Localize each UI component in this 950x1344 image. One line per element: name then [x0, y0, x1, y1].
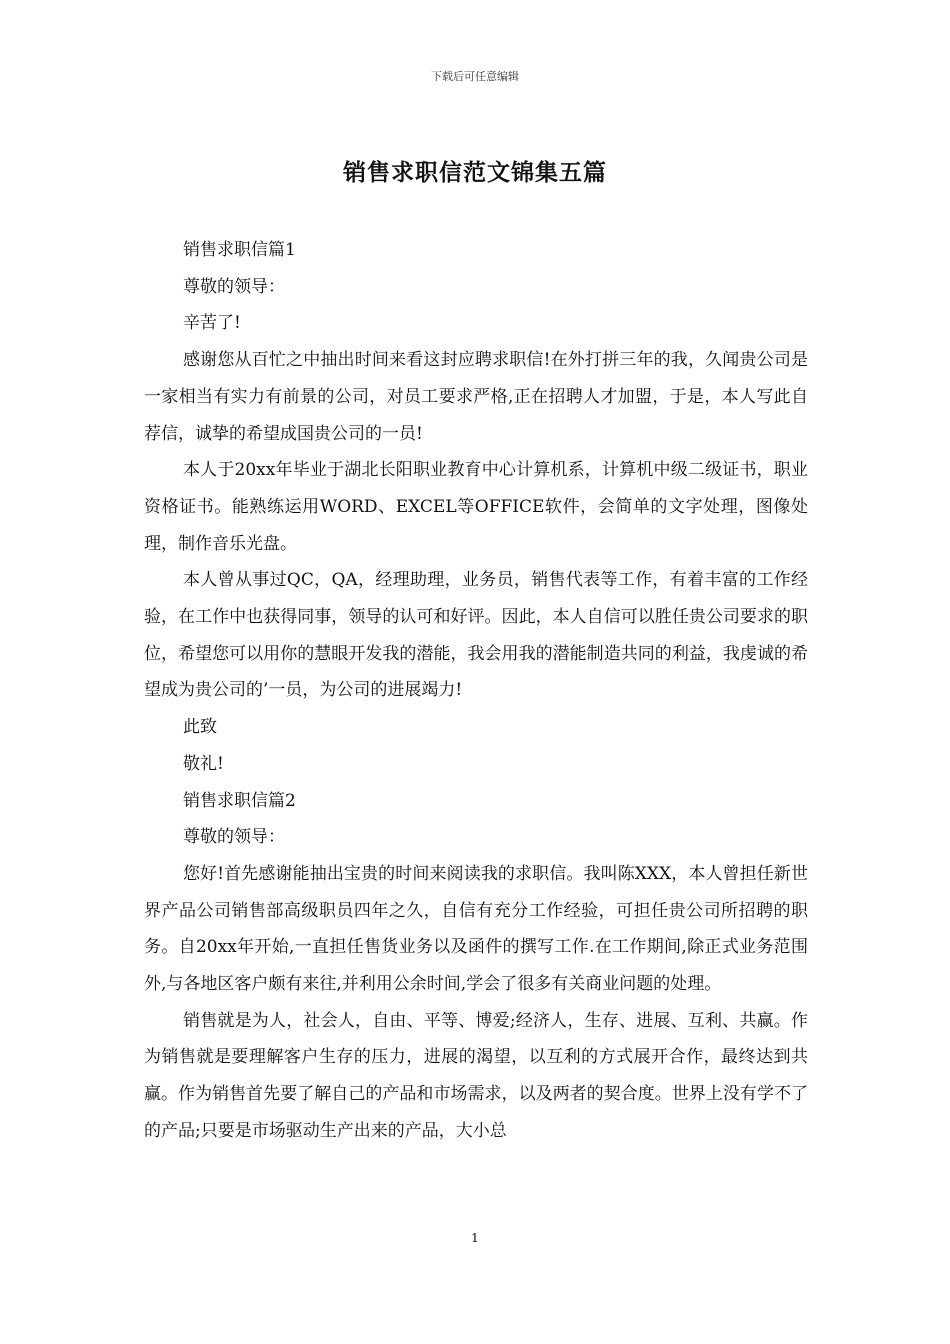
body-paragraph: 感谢您从百忙之中抽出时间来看这封应聘求职信!在外打拼三年的我，久闻贵公司是一家相当有实力有前景的公司，对员工要求严格,正在招聘人才加盟，于是，本人写此自荐信，诚挚的希望成国贵公司的一员!: [144, 350, 808, 444]
body-paragraph: 本人曾从事过QC，QA，经理助理，业务员，销售代表等工作，有着丰富的工作经验，在工作中也获得同事，领导的认可和好评。因此，本人自信可以胜任贵公司要求的职位，希望您可以用你的慧眼开发我的潜能，我会用我的潜能制造共同的利益，我虔诚的希望成为贵公司的’一员，为公司的进展竭力!: [144, 570, 808, 701]
body-paragraph: 销售就是为人，社会人，自由、平等、博爱;经济人，生存、进展、互利、共赢。作为销售就是要理解客户生存的压力，进展的渴望，以互利的方式展开合作，最终达到共赢。作为销售首先要了解自己的产品和市场需求，以及两者的契合度。世界上没有学不了的产品;只要是市场驱动生产出来的产品，大小总: [144, 1010, 808, 1141]
section-heading-1: 销售求职信篇1: [183, 240, 296, 260]
closing-salute: 敬礼!: [183, 753, 224, 774]
body-paragraph: 您好!首先感谢能抽出宝贵的时间来阅读我的求职信。我叫陈XXX，本人曾担任新世界产品公司销售部高级职员四年之久，自信有充分工作经验，可担任贵公司所招聘的职务。自20xx年开始,一直担任售货业务以及函件的撰写工作.在工作期间,除正式业务范围外,与各地区客户颇有来往,并利用公余时间,学会了很多有关商业问题的处理。: [144, 863, 808, 995]
page-number: 1: [471, 1231, 479, 1245]
body-paragraph: 本人于20xx年毕业于湖北长阳职业教育中心计算机系，计算机中级二级证书，职业资格证书。能熟练运用WORD、EXCEL等OFFICE软件，会简单的文字处理，图像处理，制作音乐光盘。: [144, 460, 808, 554]
greeting: 辛苦了!: [183, 313, 241, 334]
document-title: 销售求职信范文锦集五篇: [343, 159, 607, 186]
document-body: [144, 232, 808, 1150]
section-heading-2: 销售求职信篇2: [183, 790, 296, 811]
header-note: 下载后可任意编辑: [431, 70, 519, 83]
salutation: 尊敬的领导：: [183, 276, 285, 297]
closing: 此致: [183, 717, 217, 738]
salutation: 尊敬的领导：: [183, 827, 285, 848]
